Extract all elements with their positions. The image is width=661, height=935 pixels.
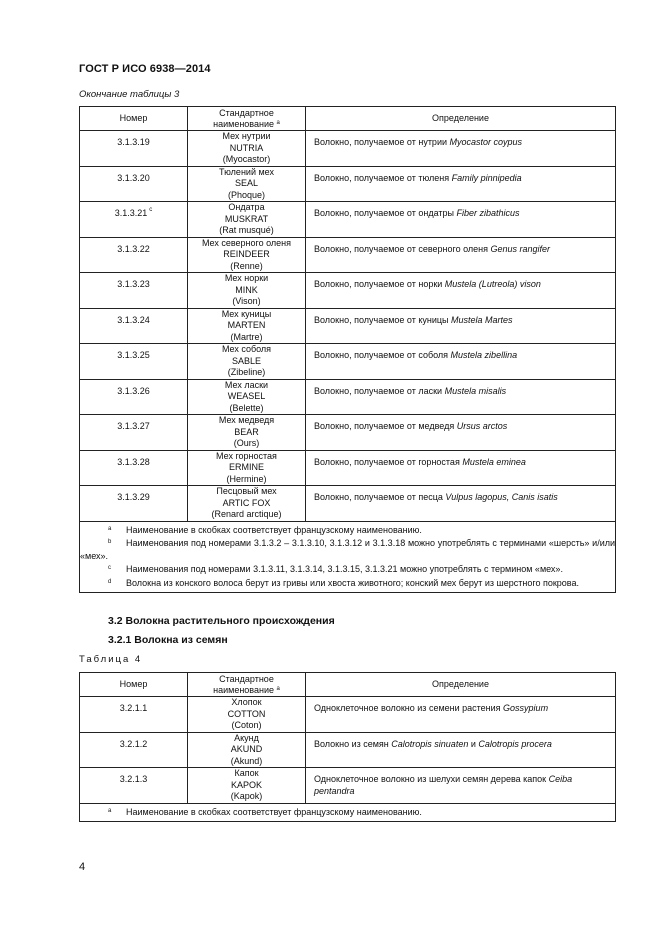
definition-text: Волокно, получаемое от медведя (314, 421, 457, 431)
name-en: REINDEER (223, 249, 270, 259)
cell-name (188, 732, 306, 768)
cell-number (80, 166, 188, 202)
cell-number (80, 415, 188, 451)
name-en: WEASEL (227, 391, 266, 401)
cell-name (188, 768, 306, 804)
name-fr: (Rat musqué) (219, 225, 274, 235)
cell-name (188, 697, 306, 733)
row-number: 3.1.3.23 (117, 279, 150, 289)
cell-definition (306, 450, 616, 486)
definition-text: Волокно из семян (314, 738, 392, 749)
name-fr: (Phoque) (227, 189, 266, 200)
table3-header-row (80, 107, 616, 131)
footnote-mark: c (108, 565, 111, 572)
name-en: COTTON (227, 708, 266, 719)
header-definition: Определение (306, 107, 616, 131)
footnote-text: Наименование в скобках соответствует французскому наименованию. (126, 806, 422, 817)
row-number: 3.1.3.29 (117, 492, 150, 502)
page-number: 4 (79, 861, 86, 873)
definition-latin: Genus rangifer (490, 243, 551, 254)
cell-definition (306, 344, 616, 380)
cell-number (80, 379, 188, 415)
name-fr: (Coton) (231, 720, 262, 730)
definition-latin: Ceiba pentandra (314, 774, 573, 796)
definition-text: Волокно, получаемое от куницы (314, 314, 452, 325)
table4-body (80, 697, 616, 804)
cell-definition (306, 486, 616, 522)
cell-number (80, 697, 188, 733)
definition-text: Волокно, получаемое от нутрии (314, 137, 450, 147)
name-en: KAPOK (230, 779, 262, 790)
name-ru: Тюлений мех (219, 166, 274, 177)
table4-footnotes-cell (80, 803, 616, 821)
cell-number (80, 237, 188, 273)
cell-name (188, 308, 306, 344)
cell-definition (306, 237, 616, 273)
footnote-text: Наименование в скобках соответствует французскому наименованию. (126, 524, 422, 535)
name-en: ERMINE (228, 462, 264, 472)
header-definition: Определение (306, 673, 616, 697)
definition-text: Волокно, получаемое от горностая (314, 456, 463, 467)
cell-name (188, 486, 306, 522)
footnote-mark: a (108, 807, 112, 814)
name-ru: Мех медведя (218, 415, 275, 425)
table-row (80, 450, 616, 486)
name-en: MINK (235, 284, 258, 295)
definition-latin-2: Calotropis procera (478, 738, 552, 749)
definition-latin: Mustela zibellina (450, 350, 518, 360)
table3-footnotes (80, 521, 616, 592)
definition-text: Волокно, получаемое от соболя (314, 350, 451, 360)
footnote-text: Наименования под номерами 3.1.3.2 – 3.1.3.10, 3.1.3.12 и 3.1.3.18 можно употреблять с терминами «шерсть» и/или «мех». (80, 537, 615, 562)
name-fr: (Ours) (233, 438, 260, 448)
definition-text: Волокно, получаемое от ондатры (314, 208, 457, 218)
definition-latin: Mustela (Lutreola) vison (444, 279, 541, 289)
name-en: NUTRIA (229, 142, 264, 153)
cell-name (188, 415, 306, 451)
header-number: Номер (80, 673, 188, 697)
row-number: 3.1.3.19 (117, 137, 150, 147)
name-ru: Песцовый мех (216, 486, 277, 496)
name-ru: Ондатра (228, 202, 265, 212)
definition-text: Волокно, получаемое от северного оленя (314, 243, 491, 254)
header-name-line2: наименование (213, 684, 274, 695)
definition-latin: Calotropis sinuaten (391, 738, 469, 749)
cell-number (80, 131, 188, 167)
header-name (188, 107, 306, 131)
footnote (80, 563, 615, 576)
row-number: 3.1.3.28 (117, 456, 150, 467)
cell-name (188, 379, 306, 415)
name-fr: (Kapok) (230, 791, 263, 801)
cell-name (188, 237, 306, 273)
table3-body (80, 131, 616, 522)
name-ru: Мех куницы (221, 308, 272, 319)
name-fr: (Zibeline) (227, 367, 266, 377)
name-fr: (Renard arctique) (211, 509, 282, 519)
cell-number (80, 768, 188, 804)
cell-number (80, 202, 188, 238)
table-row (80, 379, 616, 415)
name-ru: Мех нутрии (222, 131, 271, 141)
footnote-mark: b (108, 538, 112, 545)
definition-latin: Gossypium (503, 703, 549, 713)
name-en: SABLE (231, 355, 262, 366)
cell-definition (306, 308, 616, 344)
row-number: 3.1.3.24 (117, 314, 150, 325)
footnote-mark: a (108, 525, 112, 532)
footnote-text: Волокна из конского волоса берут из гривы или хвоста животного; конский мех берут из шерстного покрова. (126, 577, 579, 588)
footnote-mark: d (108, 578, 112, 585)
cell-definition (306, 379, 616, 415)
definition-latin: Mustela misalis (444, 385, 507, 396)
table3-caption: Окончание таблицы 3 (79, 89, 180, 100)
header-name-line1: Стандартное (219, 107, 274, 118)
definition-latin: Myocastor coypus (449, 137, 523, 147)
table-row (80, 166, 616, 202)
name-fr: (Hermine) (226, 473, 267, 484)
name-ru: Капок (234, 768, 259, 778)
definition-text-2: и (468, 738, 479, 749)
cell-definition (306, 415, 616, 451)
row-number: 3.1.3.25 (117, 350, 150, 360)
name-en: BEAR (234, 426, 259, 437)
cell-definition (306, 166, 616, 202)
table4-header-row (80, 673, 616, 697)
name-en: AKUND (230, 744, 263, 754)
definition-text: Волокно, получаемое от ласки (314, 385, 445, 396)
row-number: 3.2.1.2 (119, 738, 148, 749)
row-number: 3.1.3.27 (117, 421, 150, 431)
table-row (80, 697, 616, 733)
table4-caption: Таблица 4 (79, 654, 143, 665)
name-fr: (Myocastor) (222, 154, 271, 164)
definition-latin: Ursus arctos (456, 421, 508, 431)
definition-text: Волокно, получаемое от норки (314, 279, 445, 289)
header-name-sup: a (276, 119, 280, 126)
cell-name (188, 344, 306, 380)
table-row (80, 202, 616, 238)
footnote (80, 537, 615, 564)
definition-latin: Mustela Martes (451, 314, 513, 325)
name-ru: Мех ласки (224, 379, 269, 390)
cell-definition (306, 131, 616, 167)
cell-number (80, 344, 188, 380)
section-heading: 3.2 Волокна растительного происхождения (108, 615, 335, 627)
table-row (80, 486, 616, 522)
definition-text: Волокно, получаемое от песца (314, 492, 446, 502)
row-number: 3.2.1.1 (119, 703, 148, 713)
name-ru: Мех норки (224, 273, 269, 283)
cell-name (188, 166, 306, 202)
cell-definition (306, 273, 616, 309)
definition-latin: Vulpus lagopus, Canis isatis (445, 492, 558, 502)
cell-definition (306, 697, 616, 733)
cell-number (80, 450, 188, 486)
header-name-line1: Стандартное (219, 673, 274, 684)
header-name (188, 673, 306, 697)
name-fr: (Belette) (229, 402, 264, 413)
table-row (80, 131, 616, 167)
table-row (80, 237, 616, 273)
table-row (80, 768, 616, 804)
cell-name (188, 273, 306, 309)
cell-name (188, 131, 306, 167)
row-number: 3.1.3.22 (117, 243, 150, 254)
header-number: Номер (80, 107, 188, 131)
definition-text: Волокно, получаемое от тюленя (314, 172, 452, 183)
header-name-sup: a (276, 685, 280, 692)
name-en: ARTIC FOX (222, 497, 271, 508)
table-row (80, 273, 616, 309)
table4-footnotes (80, 803, 616, 821)
definition-latin: Family pinnipedia (451, 172, 522, 183)
definition-text: Одноклеточное волокно из шелухи семян дерева капок (314, 774, 549, 784)
table3-footnotes-cell (80, 521, 616, 592)
table3 (79, 106, 616, 593)
cell-number (80, 486, 188, 522)
row-number-sup: c (149, 207, 153, 213)
footnote (80, 524, 615, 537)
cell-number (80, 308, 188, 344)
footnote (80, 577, 615, 590)
table-row (80, 308, 616, 344)
name-fr: (Akund) (230, 755, 263, 766)
cell-number (80, 732, 188, 768)
name-en: SEAL (234, 178, 258, 188)
cell-definition (306, 732, 616, 768)
row-number: 3.1.3.26 (117, 385, 150, 396)
cell-definition (306, 202, 616, 238)
name-fr: (Vison) (232, 296, 261, 306)
table-row (80, 732, 616, 768)
name-ru: Мех горностая (216, 450, 277, 461)
header-name-line2: наименование (213, 118, 274, 129)
footnote-text: Наименования под номерами 3.1.3.11, 3.1.3.14, 3.1.3.15, 3.1.3.21 можно употреблять с термином «мех». (126, 564, 563, 575)
row-number: 3.1.3.21 (114, 208, 148, 218)
name-ru: Хлопок (231, 697, 262, 707)
table4 (79, 672, 616, 822)
footnote (80, 806, 615, 819)
definition-latin: Fiber zibathicus (456, 208, 520, 218)
name-fr: (Renne) (230, 260, 263, 271)
definition-text: Одноклеточное волокно из семени растения (314, 703, 504, 713)
definition-latin: Mustela eminea (462, 456, 526, 467)
name-ru: Мех соболя (221, 344, 272, 354)
name-fr: (Martre) (230, 331, 263, 342)
cell-number (80, 273, 188, 309)
table-row (80, 344, 616, 380)
document-title: ГОСТ Р ИСО 6938—2014 (79, 63, 211, 75)
cell-name (188, 450, 306, 486)
table-row (80, 415, 616, 451)
cell-name (188, 202, 306, 238)
subsection-heading: 3.2.1 Волокна из семян (108, 634, 228, 646)
name-en: MARTEN (227, 320, 266, 330)
name-ru: Акунд (234, 732, 259, 743)
name-ru: Мех северного оленя (201, 237, 292, 248)
name-en: MUSKRAT (224, 213, 269, 224)
row-number: 3.1.3.20 (117, 172, 150, 183)
row-number: 3.2.1.3 (119, 774, 148, 784)
cell-definition (306, 768, 616, 804)
